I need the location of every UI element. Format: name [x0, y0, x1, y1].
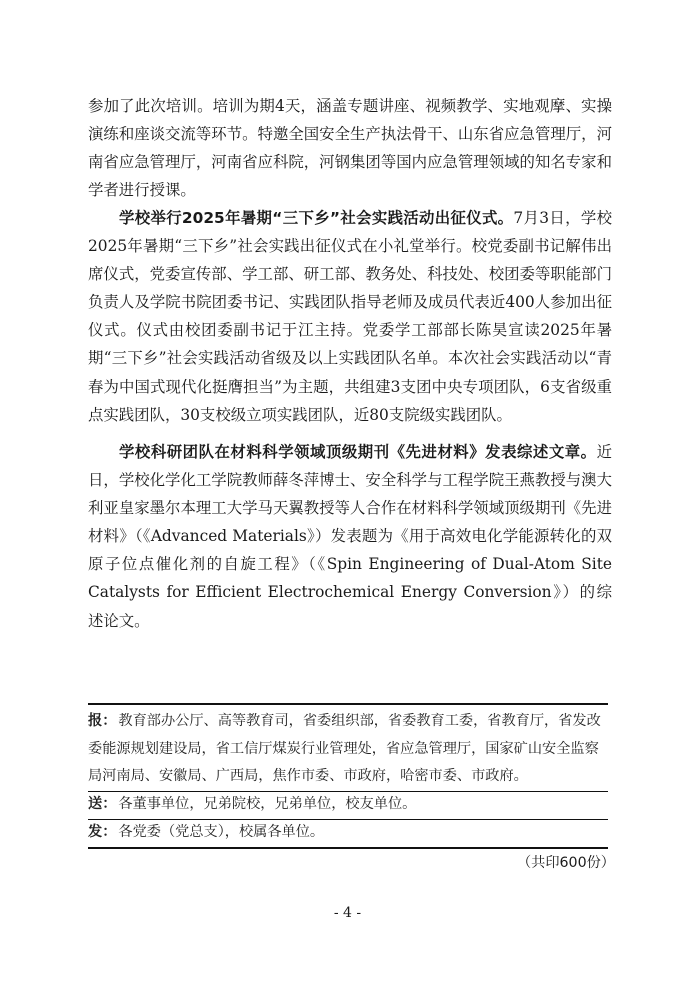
distribution-send-text: 各董事单位，兄弟院校，兄弟单位，校友单位。 — [118, 796, 417, 812]
distribution-issue-text: 各党委（党总支），校属各单位。 — [118, 824, 325, 840]
print-copies: （共印600份） — [516, 855, 615, 871]
distribution-report-text: 教育部办公厅、高等教育司，省委组织部，省委教育工委，省教育厅，省发改委能源规划建设局，省工信厅煤炭行业管理处，省应急管理厅，国家矿山安全监察局河南局、安徽局、广西局，焦作市委、市政府，哈密市委、市政府。 — [88, 713, 601, 784]
paragraph-training-text: 参加了此次培训。培训为期4天，涵盖专题讲座、视频教学、实地观摩、实操演练和座谈交流等环节。特邀全国安全生产执法骨干、山东省应急管理厅，河南省应急管理厅，河南省应科院，河钢集团等国内应急管理领域的知名专家和学者进行授课。 — [88, 97, 612, 200]
distribution-report — [88, 708, 612, 791]
paragraph-sanxiaxiang-text: 7月3日，学校2025年暑期“三下乡”社会实践出征仪式在小礼堂举行。校党委副书记解伟出席仪式，党委宣传部、学工部、研工部、教务处、科技处、校团委等职能部门负责人及学院书院团委书记、实践团队指导老师及成员代表近400人参加出征仪式。仪式由校团委副书记于江主持。党委学工部部长陈昊宣读2025年暑期“三下乡”社会实践活动省级及以上实践团队名单。本次社会实践活动以“青春为中国式现代化挺膺担当”为主题，共组建3支团中央专项团队，6支省级重点实践团队，30支校级立项实践团队，近80支院级实践团队。 — [88, 209, 612, 424]
distribution-report-label: 报： — [88, 713, 117, 729]
paragraph-sanxiaxiang-heading: 学校举行2025年暑期“三下乡”社会实践活动出征仪式。 — [119, 209, 514, 227]
paragraph-research — [88, 438, 612, 635]
paragraph-sanxiaxiang — [88, 204, 612, 429]
distribution-send — [88, 791, 612, 819]
divider-top — [88, 703, 608, 705]
paragraph-research-text: 近日，学校化学化工学院教师薛冬萍博士、安全科学与工程学院王燕教授与澳大利亚皇家墨尔本理工大学马天翼教授等人合作在材料科学领域顶级期刊《先进材料》（《Advanced Materials》）发表题为《用于高效电化学能源转化的双原子位点催化剂的自旋工程》（《Spin Engineering of Dual-Atom Site Catalysts for Efficient Electrochemical Energy Conversion》）的综述论文。 — [88, 443, 612, 630]
paragraph-training — [88, 92, 612, 204]
divider-bottom — [88, 847, 608, 849]
distribution-issue — [88, 819, 612, 847]
distribution-issue-label: 发： — [88, 824, 117, 840]
distribution-send-label: 送： — [88, 796, 117, 812]
paragraph-research-heading: 学校科研团队在材料科学领域顶级期刊《先进材料》发表综述文章。 — [119, 443, 597, 461]
page-number: - 4 - — [333, 905, 362, 921]
